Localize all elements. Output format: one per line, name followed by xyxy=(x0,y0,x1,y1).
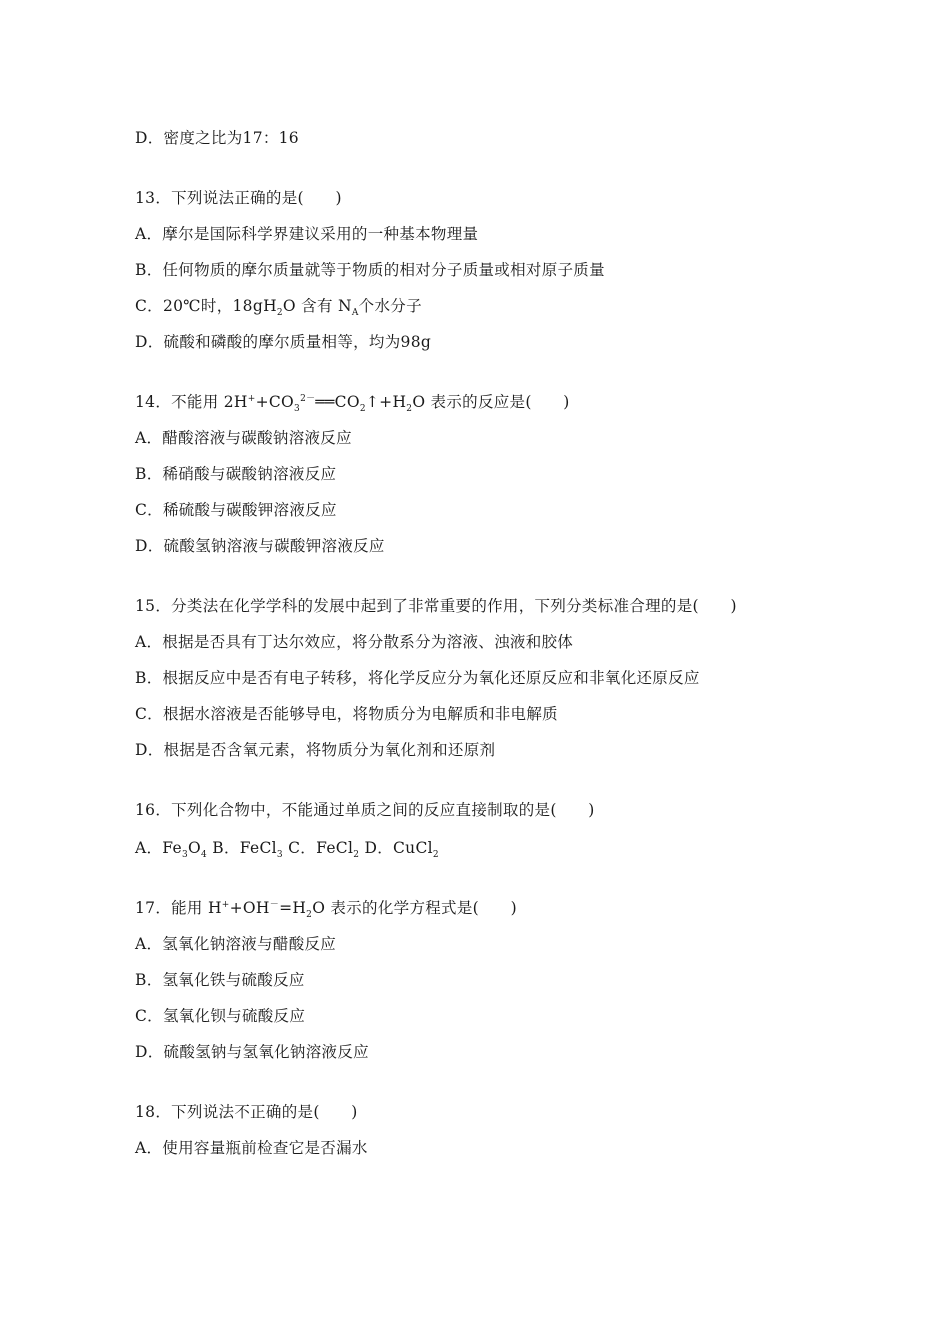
subscript: A xyxy=(351,308,359,319)
q13-option-a xyxy=(135,224,478,244)
text: O 表示的反应是( ) xyxy=(412,393,570,411)
text: D．硫酸氢钠与氢氧化钠溶液反应 xyxy=(135,1043,369,1061)
text: C．FeCl xyxy=(282,839,354,857)
text: B．根据反应中是否有电子转移，将化学反应分为氧化还原反应和非氧化还原反应 xyxy=(135,669,700,687)
text: D．密度之比为17：16 xyxy=(135,129,299,147)
q18-stem xyxy=(135,1102,358,1122)
q15-option-c xyxy=(135,704,558,724)
text: C．根据水溶液是否能够导电，将物质分为电解质和非电解质 xyxy=(135,705,558,723)
text: =H xyxy=(279,899,307,917)
q15-option-a xyxy=(135,632,573,652)
text: D．硫酸氢钠溶液与碳酸钾溶液反应 xyxy=(135,537,385,555)
q17-option-b xyxy=(135,970,305,990)
text: O 含有 N xyxy=(282,297,352,315)
text: +CO xyxy=(255,393,295,411)
text: A．Fe xyxy=(135,839,182,857)
q16-options xyxy=(135,838,439,861)
q14-stem xyxy=(135,392,570,415)
text: B．氢氧化铁与硫酸反应 xyxy=(135,971,305,989)
text: A．根据是否具有丁达尔效应，将分散系分为溶液、浊液和胶体 xyxy=(135,633,574,651)
q13-option-d xyxy=(135,332,431,352)
text: 18．下列说法不正确的是( ) xyxy=(135,1103,358,1121)
text: C．20℃时，18gH xyxy=(135,297,277,315)
superscript: + xyxy=(221,899,230,910)
text: B．任何物质的摩尔质量就等于物质的相对分子质量或相对原子质量 xyxy=(135,261,605,279)
text: D．硫酸和磷酸的摩尔质量相等，均为98g xyxy=(135,333,432,351)
q13-option-c xyxy=(135,296,422,319)
text: 14．不能用 2H xyxy=(135,393,248,411)
text: C．氢氧化钡与硫酸反应 xyxy=(135,1007,306,1025)
subscript: 2 xyxy=(406,404,413,415)
text: A．使用容量瓶前检查它是否漏水 xyxy=(135,1139,368,1157)
subscript: 3 xyxy=(276,850,283,861)
q14-option-a xyxy=(135,428,352,448)
q15-option-b xyxy=(135,668,700,688)
text: ══CO xyxy=(315,393,360,411)
q17-option-a xyxy=(135,934,336,954)
q17-option-c xyxy=(135,1006,305,1026)
superscript: + xyxy=(247,393,256,404)
text: O 表示的化学方程式是( ) xyxy=(312,899,517,917)
subscript: 3 xyxy=(181,850,189,861)
q15-option-d xyxy=(135,740,495,760)
subscript: 2 xyxy=(432,850,439,861)
q17-option-d xyxy=(135,1042,369,1062)
q12-option-d xyxy=(135,128,299,148)
text: B．稀硝酸与碳酸钠溶液反应 xyxy=(135,465,337,483)
q15-stem xyxy=(135,596,737,616)
text: O xyxy=(188,839,202,857)
text: 13．下列说法正确的是( ) xyxy=(135,189,342,207)
subscript: 4 xyxy=(201,850,208,861)
subscript: 2 xyxy=(276,308,283,319)
superscript: － xyxy=(269,899,280,910)
text: 个水分子 xyxy=(358,297,422,315)
q14-option-b xyxy=(135,464,336,484)
text: C．稀硫酸与碳酸钾溶液反应 xyxy=(135,501,337,519)
q14-option-d xyxy=(135,536,385,556)
text: 17．能用 H xyxy=(135,899,222,917)
text: B．FeCl xyxy=(207,839,277,857)
q17-stem xyxy=(135,898,517,921)
q13-stem xyxy=(135,188,342,208)
text: +OH xyxy=(229,899,270,917)
q14-option-c xyxy=(135,500,337,520)
text: A．醋酸溶液与碳酸钠溶液反应 xyxy=(135,429,352,447)
subscript: 2 xyxy=(353,850,360,861)
text: A．摩尔是国际科学界建议采用的一种基本物理量 xyxy=(135,225,479,243)
q16-stem xyxy=(135,800,595,820)
q13-option-b xyxy=(135,260,605,280)
text: 16．下列化合物中，不能通过单质之间的反应直接制取的是( ) xyxy=(135,801,595,819)
text: A．氢氧化钠溶液与醋酸反应 xyxy=(135,935,337,953)
text: 15．分类法在化学学科的发展中起到了非常重要的作用，下列分类标准合理的是( ) xyxy=(135,597,737,615)
superscript: 2－ xyxy=(300,393,316,404)
subscript: 2 xyxy=(359,404,366,415)
text: D．根据是否含氧元素，将物质分为氧化剂和还原剂 xyxy=(135,741,496,759)
subscript: 3 xyxy=(294,404,301,415)
q18-option-a xyxy=(135,1138,368,1158)
subscript: 2 xyxy=(306,910,313,921)
text: ↑+H xyxy=(365,393,407,411)
text: D．CuCl xyxy=(359,839,433,857)
